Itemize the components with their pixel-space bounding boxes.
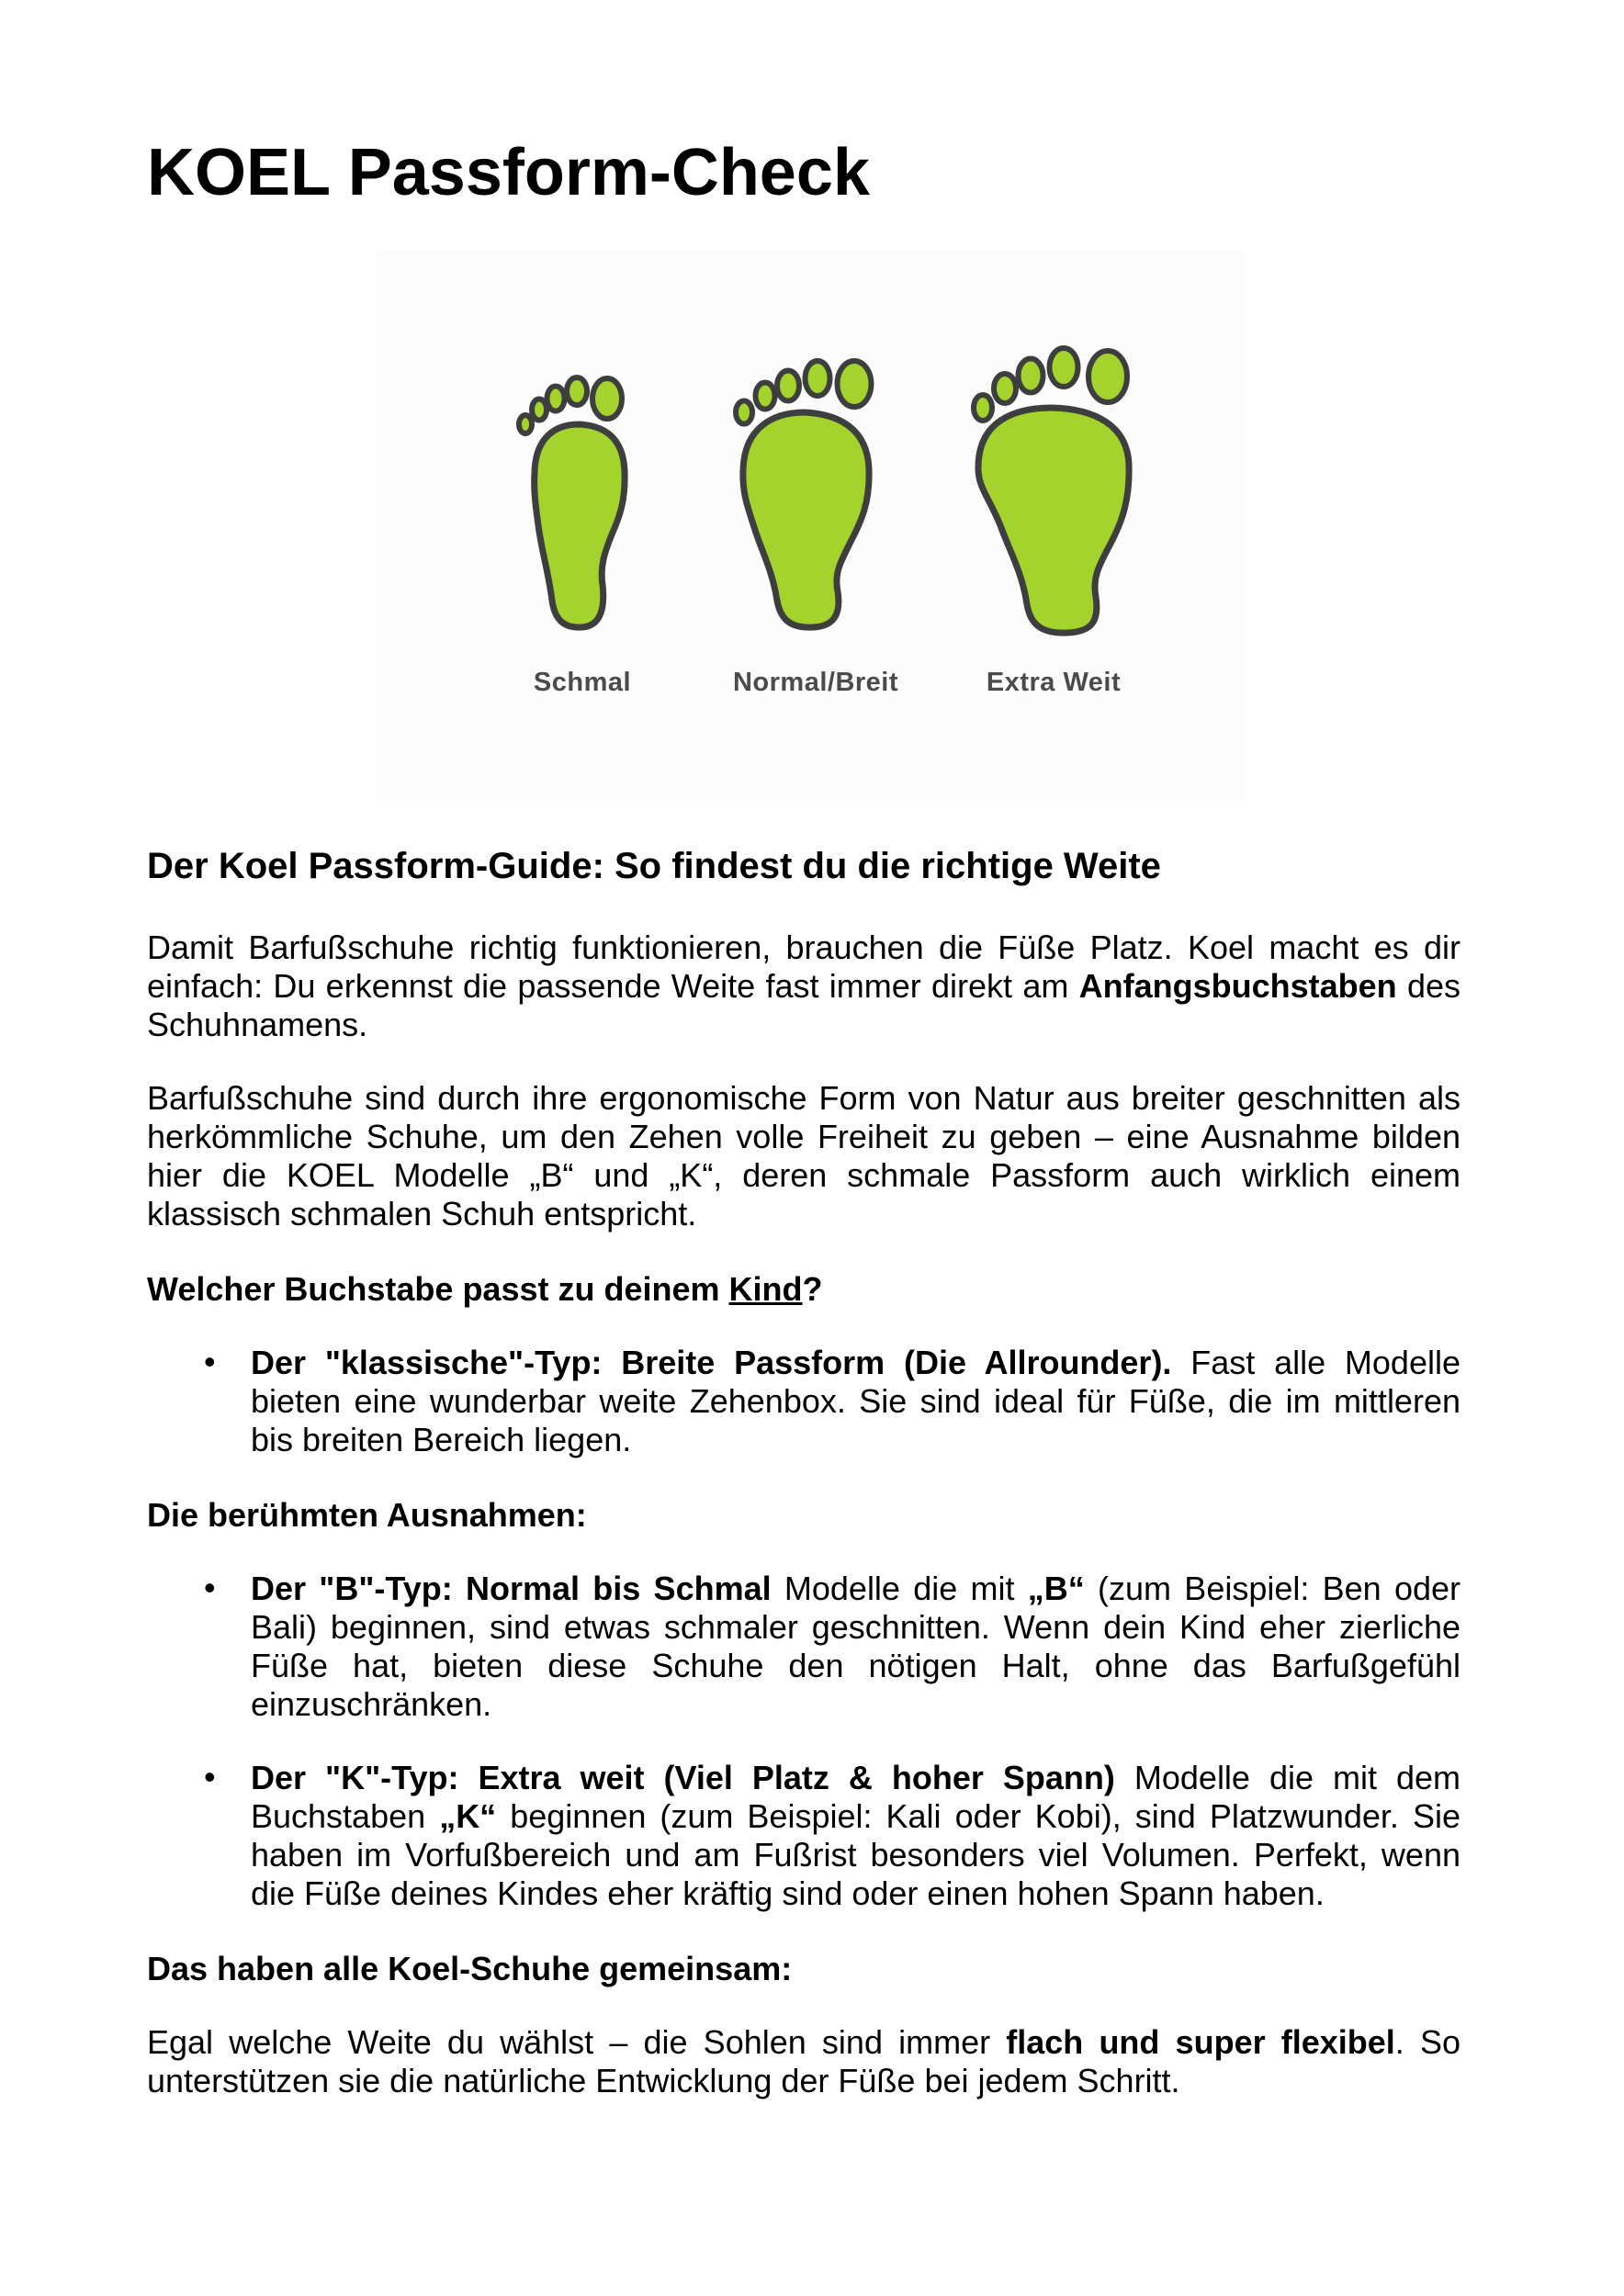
feet-figure — [377, 250, 1246, 801]
outro-paragraph: Egal welche Weite du wählst – die Sohlen sind immer flach und super flexibel. So unterstützen sie die natürliche Entwicklung der Füße bei jedem Schritt. — [147, 2023, 1460, 2100]
foot-label-schmal: Schmal — [533, 668, 632, 698]
ergonomie-paragraph: Barfußschuhe sind durch ihre ergonomische Form von Natur aus breiter geschnitten als herkömmliche Schuhe, um den Zehen volle Freiheit zu geben – eine Ausnahme bilden hier die KOEL Modelle „B“ und „K“, deren schmale Passform auch wirklich einem klassisch schmalen Schuh entspricht. — [147, 1079, 1460, 1233]
gemeinsam-heading: Das haben alle Koel-Schuhe gemeinsam: — [147, 1950, 793, 1988]
list-item-b-typ: • Der "B"-Typ: Normal bis Schmal Modelle die mit „B“ (zum Beispiel: Ben oder Bali) beginnen, sind etwas schmaler geschnitten. Wenn dein Kind eher zierliche Füße hat, bieten diese Schuhe den nötigen Halt, ohne das Barfußgefühl einzuschränken. — [147, 1570, 1460, 1724]
guide-heading: Der Koel Passform-Guide: So findest du die richtige Weite — [147, 846, 1161, 887]
feet-size-chart — [377, 250, 1246, 801]
klassisch-list — [147, 1344, 1460, 1459]
welcher-buchstabe-heading: Welcher Buchstabe passt zu deinem Kind? — [147, 1270, 823, 1309]
foot-extra-weit-illustration — [974, 348, 1129, 633]
foot-schmal-illustration — [519, 377, 625, 627]
foot-label-normal-breit: Normal/Breit — [732, 668, 899, 698]
ausnahmen-heading: Die berühmten Ausnahmen: — [147, 1496, 587, 1535]
intro-paragraph: Damit Barfußschuhe richtig funktionieren, brauchen die Füße Platz. Koel macht es dir einfach: Du erkennst die passende Weite fast immer direkt am Anfangsbuchstaben des Schuhnamens. — [147, 929, 1461, 1044]
foot-label-extra-weit: Extra Weit — [986, 668, 1122, 698]
foot-normal-breit-illustration — [736, 361, 872, 627]
document-title: KOEL Passform-Check — [147, 136, 870, 209]
list-item-klassisch: • Der "klassische"-Typ: Breite Passform (Die Allrounder). Fast alle Modelle bieten eine wunderbar weite Zehenbox. Sie sind ideal für Füße, die im mittleren bis breiten Bereich liegen. — [147, 1344, 1460, 1459]
ausnahmen-list — [147, 1570, 1460, 1913]
list-item-k-typ: • Der "K"-Typ: Extra weit (Viel Platz & hoher Spann) Modelle die mit dem Buchstaben „K“ beginnen (zum Beispiel: Kali oder Kobi), sind Platzwunder. Sie haben im Vorfußbereich und am Fußrist besonders viel Volumen. Perfekt, wenn die Füße deines Kindes eher kräftig sind oder einen hohen Spann haben. — [147, 1759, 1460, 1913]
